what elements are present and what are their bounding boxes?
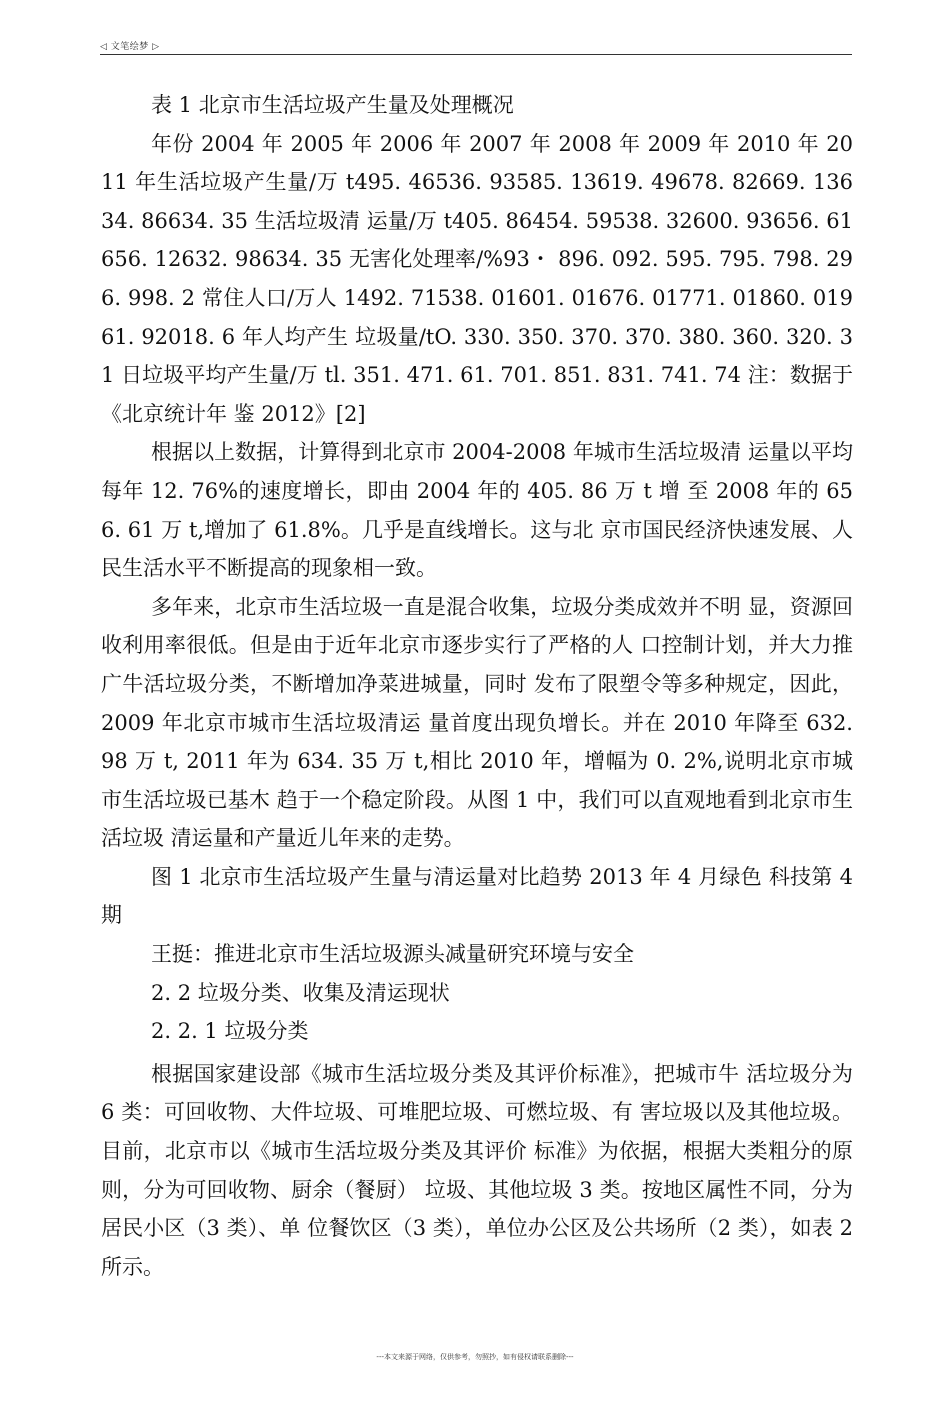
figure-caption: 图 1 北京市生活垃圾产生量与清运量对比趋势 2013 年 4 月绿色 科技第 4 期	[101, 864, 853, 928]
page-header	[100, 36, 852, 55]
analysis-paragraph: 根据以上数据，计算得到北京市 2004-2008 年城市生活垃圾清 运量以平均每年 12. 76%的速度增长，即由 2004 年的 405. 86 万 t 增 至 2008 年的 656. 61 万 t,增加了 61.8%。几乎是直线增长。这与北 京市国民经济快速发展、人民生活水平不断提高的现象相一致。	[101, 440, 853, 581]
document-body	[101, 86, 853, 1286]
subsection-heading: 2. 2. 1 垃圾分类	[151, 1019, 309, 1044]
classification-paragraph: 根据国家建设部《城市生活垃圾分类及其评价标准》，把城市牛 活垃圾分为 6 类：可回收物、大件垃圾、可堆肥垃圾、可燃垃圾、有 害垃圾以及其他垃圾。目前，北京市以《城市生活垃圾分类及其评价 标准》为依据，根据大类粗分的原则，分为可回收物、厨余（餐厨） 垃圾、其他垃圾 3 类。按地区属性不同，分为居民小区（3 类）、单 位餐饮区（3 类），单位办公区及公共场所（2 类），如表 2 所示。	[101, 1061, 853, 1279]
section-heading: 2. 2 垃圾分类、收集及清运现状	[151, 980, 450, 1005]
page-footer: ---本文来源于网络，仅供参考，勿照抄，如有侵权请联系删除---	[376, 1353, 574, 1361]
table-content-paragraph: 年份 2004 年 2005 年 2006 年 2007 年 2008 年 2009 年 2010 年 2011 年生活垃圾产生量/万 t495. 46536. 93585. 13619. 49678. 82669. 13634. 86634. 35 生活垃圾清 运量/万 t405. 86454. 59538. 32600. 93656. 61656. 12632. 98634. 35 无害化处理率/%93・ 896. 092. 595. 795. 798. 296. 998. 2 常住人口/万人 1492. 71538. 01601. 01676. 01771. 01860. 01961. 92018. 6 年人均产生 垃圾量/tO. 330. 350. 370. 370. 380. 360. 320. 31 日垃圾平均产生量/万 tl. 351. 471. 61. 701. 851. 831. 741. 74 注：数据于《北京统计年 鉴 2012》[2]	[101, 131, 853, 426]
header-text: ◁ 文笔绘梦 ▷	[100, 42, 160, 52]
history-paragraph: 多年来，北京市生活垃圾一直是混合收集，垃圾分类成效并不明 显，资源回收利用率很低。但是由于近年北京市逐步实行了严格的人 口控制计划，并大力推广牛活垃圾分类，不断增加净菜进城量，同时 发布了限塑令等多种规定，因此，2009 年北京市城市生活垃圾清运 量首度出现负增长。并在 2010 年降至 632. 98 万 t, 2011 年为 634. 35 万 t,相比 2010 年，增幅为 0. 2%,说明北京市城市生活垃圾已基木 趋于一个稳定阶段。从图 1 中，我们可以直观地看到北京市生活垃圾 清运量和产量近儿年来的走势。	[101, 594, 853, 851]
table-caption: 表 1 北京市生活垃圾产生量及处理概况	[151, 93, 514, 117]
author-line: 王挺：推进北京市生活垃圾源头减量研究环境与安全	[151, 942, 634, 967]
